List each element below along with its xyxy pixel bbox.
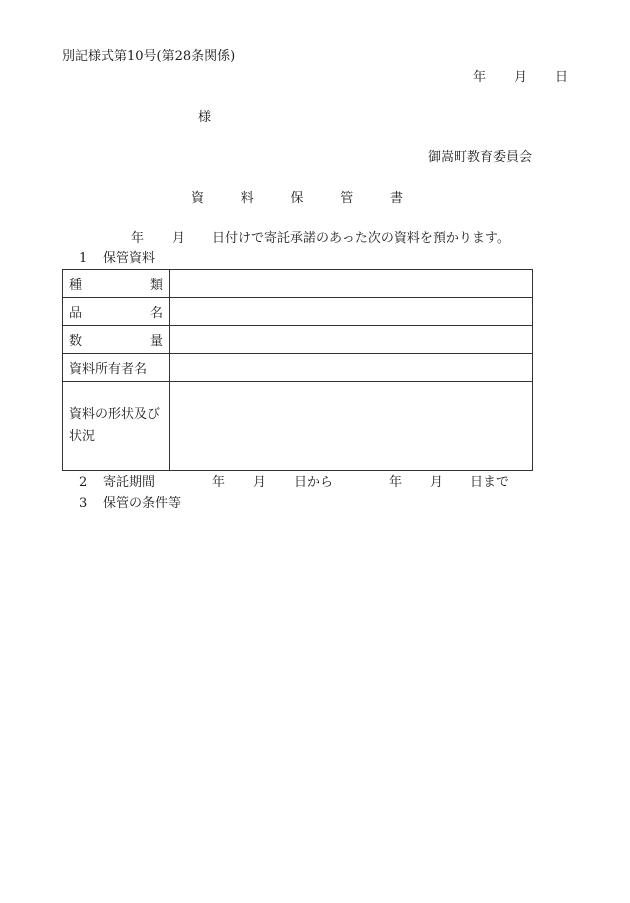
title-char: 料 [240,191,254,206]
row-value-quantity[interactable] [170,326,533,354]
section3-number: 3 [79,496,88,511]
issuer-name: 御嵩町教育委員会 [428,150,533,165]
intro-year: 年 [131,231,145,246]
period-from-year: 年 [212,475,226,490]
row-label-type [63,270,170,298]
table-row [63,298,533,326]
form-number: 別記様式第10号(第28条関係) [62,49,236,64]
row-value-item-name[interactable] [170,298,533,326]
intro-text: 日付けで寄託承諾のあった次の資料を預かります。 [212,231,510,246]
section2-heading: 寄託期間 [103,475,156,490]
period-to-day: 日まで [470,475,510,490]
label-char: 量 [149,334,163,349]
row-label-owner-name: 資料所有者名 [63,354,170,382]
label-char: 品 [69,306,83,321]
label-char: 数 [69,334,83,349]
row-value-owner-name[interactable] [170,354,533,382]
addressee-suffix: 様 [198,110,212,125]
storage-items-table [62,269,533,471]
section3-heading: 保管の条件等 [103,496,182,511]
period-to-month: 月 [430,475,444,490]
table-row [63,326,533,354]
row-label-item-name [63,298,170,326]
title-char: 保 [290,191,304,206]
period-from-month: 月 [253,475,267,490]
table-row [63,270,533,298]
row-value-condition[interactable] [170,382,533,471]
section1-number: 1 [79,251,88,266]
row-label-condition: 資料の形状及び状況 [63,382,170,471]
period-from-day: 日から [294,475,334,490]
document-title [191,191,403,207]
row-label-quantity [63,326,170,354]
section2-number: 2 [79,475,88,490]
title-char: 書 [389,191,403,206]
date-day: 日 [554,70,568,85]
label-char: 類 [149,278,163,293]
table-row [63,354,533,382]
date-month: 月 [513,70,527,85]
period-to-year: 年 [389,475,403,490]
label-char: 種 [69,278,83,293]
title-char: 資 [191,191,205,206]
row-value-type[interactable] [170,270,533,298]
date-year: 年 [473,70,487,85]
table-row [63,382,533,471]
document-date [473,70,568,86]
title-char: 管 [340,191,354,206]
section1-heading: 保管資料 [103,251,156,266]
intro-month: 月 [172,231,186,246]
label-char: 名 [149,306,163,321]
